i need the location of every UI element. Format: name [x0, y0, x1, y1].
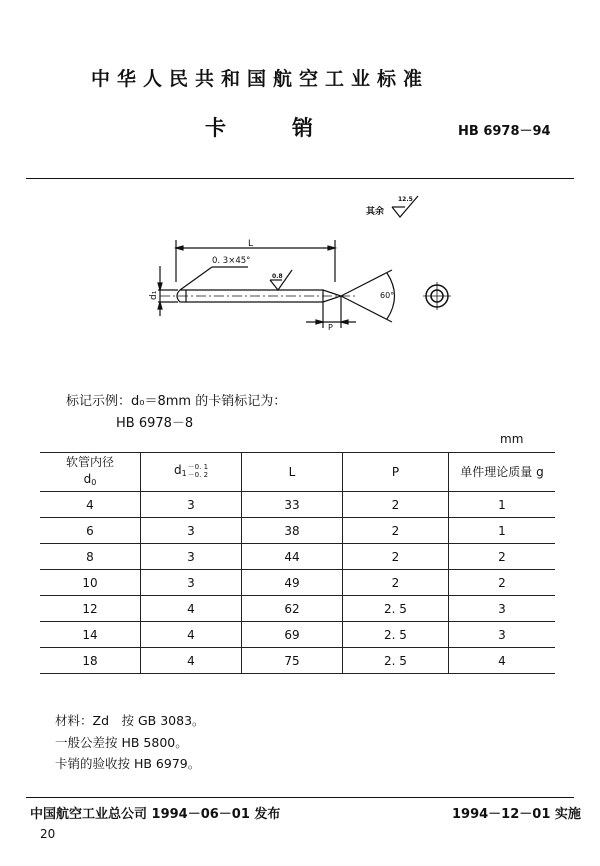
marking-example-code: HB 6978－8 — [116, 416, 194, 431]
table-row: 18 4 75 2. 5 4 — [40, 648, 555, 674]
roughness-value-general: 12.5 — [398, 196, 413, 203]
table-row: 14 4 69 2. 5 3 — [40, 622, 555, 648]
document-title: 卡销 — [205, 116, 379, 140]
publish-info: 中国航空工业总公司 1994－06－01 发布 — [30, 807, 281, 822]
table-row: 6 3 38 2 1 — [40, 518, 555, 544]
table-unit: mm — [500, 432, 524, 446]
marking-example-text: 标记示例：d₀＝8mm 的卡销标记为： — [66, 394, 287, 409]
chamfer-label: 0. 3×45° — [212, 256, 251, 266]
footer-rule — [26, 797, 574, 798]
header-P: P — [343, 453, 449, 492]
header-d1: $d_1-0$. 1 －0. 2 — [141, 453, 242, 492]
note-acceptance: 卡销的验收按 HB 6979。 — [55, 756, 201, 771]
dim-d1-label: d₁ — [149, 290, 159, 300]
roughness-value-pin: 0.8 — [272, 273, 283, 280]
standard-org-title: 中华人民共和国航空工业标准 — [90, 68, 429, 90]
header-L: L — [242, 453, 343, 492]
dim-L-label: L — [248, 239, 254, 249]
notes — [55, 710, 205, 775]
pin-drawing — [130, 190, 460, 340]
roughness-label-text: 其余 — [366, 207, 385, 217]
header-d0: 软管内径 $d_0$ — [40, 453, 141, 492]
header-mass: 单件理论质量 g — [449, 453, 556, 492]
note-material: 材料：Zd 按 GB 3083。 — [55, 713, 205, 728]
dim-P-label: P — [328, 323, 333, 332]
page-number: 20 — [40, 827, 56, 841]
table-row: 12 4 62 2. 5 3 — [40, 596, 555, 622]
table-row: 4 3 33 2 1 — [40, 492, 555, 518]
header-rule — [26, 178, 574, 179]
angle-label: 60° — [380, 291, 395, 300]
standard-number: HB 6978－94 — [458, 124, 551, 139]
table-row: 8 3 44 2 2 — [40, 544, 555, 570]
effective-date: 1994－12－01 实施 — [452, 807, 581, 822]
dimension-table — [40, 452, 555, 674]
table-row: 10 3 49 2 2 — [40, 570, 555, 596]
note-tolerance: 一般公差按 HB 5800。 — [55, 734, 188, 750]
table-header-row — [40, 453, 555, 492]
